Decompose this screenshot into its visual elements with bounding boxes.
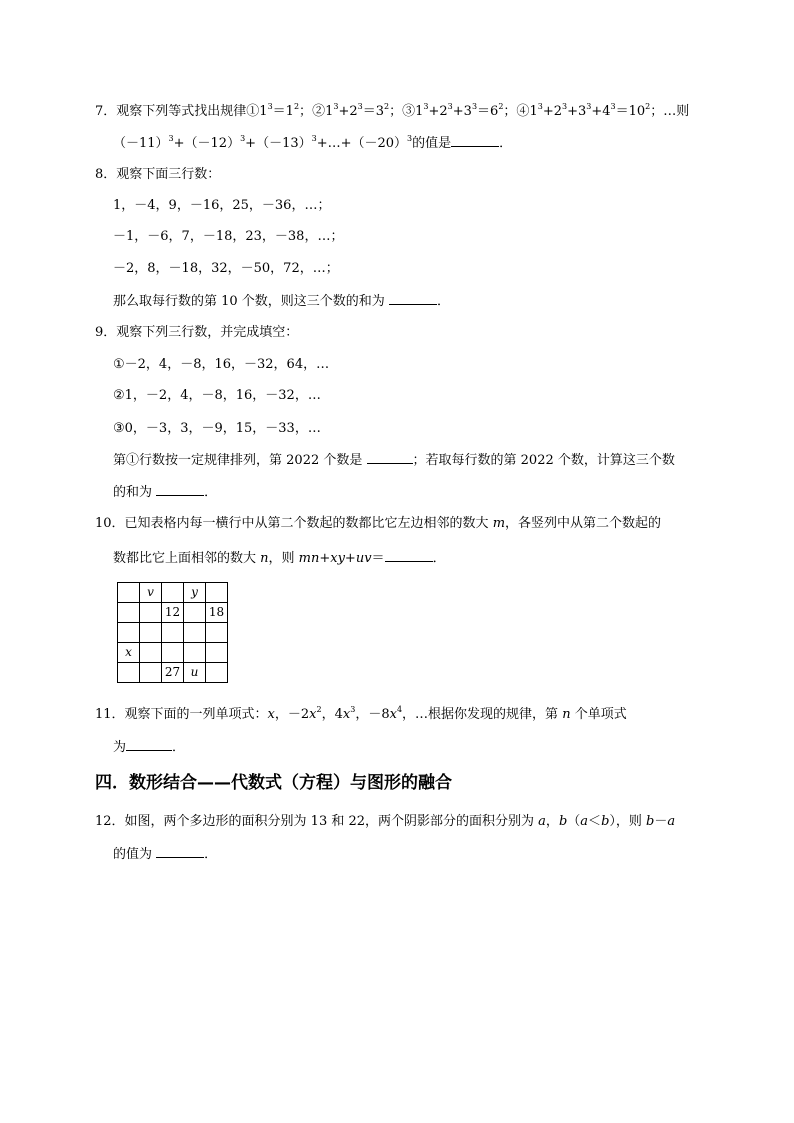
text: ＝6	[477, 104, 499, 119]
q8-row2: －1，－6，7，－18，23，－38，…；	[113, 229, 344, 244]
superscript: 3	[333, 101, 339, 111]
variable: b	[601, 814, 610, 829]
answer-blank[interactable]	[367, 451, 413, 464]
q12-line2	[113, 845, 217, 864]
text: ＝3	[362, 104, 384, 119]
text: ＝10	[615, 104, 646, 119]
superscript: 2	[316, 704, 322, 714]
q7-line2	[113, 134, 512, 153]
q9-row2	[113, 387, 321, 405]
superscript: 3	[561, 101, 568, 111]
variable: b	[558, 814, 568, 829]
number-grid	[117, 582, 228, 683]
grid-cell-18: 18	[206, 603, 228, 623]
text: 的值是	[412, 136, 452, 151]
q12-line1	[95, 813, 675, 831]
superscript: 3	[610, 101, 616, 111]
q7-number: 7．观察下列等式找出规律	[95, 104, 247, 119]
circled-1: ①	[246, 104, 260, 119]
text: +4	[591, 104, 611, 119]
text: +3	[567, 104, 587, 119]
text: ＝1	[272, 104, 294, 119]
answer-blank[interactable]	[126, 738, 172, 751]
grid-cell	[140, 603, 162, 623]
text: ，	[545, 814, 559, 829]
text: ；	[389, 104, 403, 119]
text: ＜	[588, 814, 602, 829]
variable: v	[147, 585, 154, 599]
q11-line2	[113, 738, 185, 757]
text: －	[654, 814, 668, 829]
text: ；…则	[650, 104, 690, 119]
grid-cell	[118, 623, 140, 643]
grid-row	[118, 663, 228, 683]
grid-row	[118, 643, 228, 663]
grid-cell	[184, 643, 206, 663]
grid-cell-y	[184, 583, 206, 603]
grid-cell	[206, 583, 228, 603]
text: +2	[428, 104, 448, 119]
text: 12．如图，两个多边形的面积分别为 13 和 22，两个阴影部分的面积分别为	[95, 814, 539, 829]
superscript: 2	[645, 101, 651, 111]
grid-cell	[206, 643, 228, 663]
answer-blank[interactable]	[389, 292, 437, 305]
text: 的值为	[113, 847, 157, 862]
text: ），则	[609, 814, 647, 829]
variable: a	[667, 814, 676, 829]
text: ＝	[371, 551, 385, 566]
q10-line1	[95, 515, 661, 533]
text: 10．已知表格内每一横行中从第二个数起的数都比它左边相邻的数大	[95, 516, 493, 531]
grid-cell	[206, 623, 228, 643]
text: 1	[529, 104, 538, 119]
variable: x	[125, 645, 132, 659]
grid-cell	[118, 663, 140, 683]
superscript: 3	[423, 101, 429, 111]
text: ；若取每行数的第 2022 个数，计算这三个数	[412, 453, 675, 468]
text: ．	[204, 847, 218, 862]
variable: u	[190, 665, 199, 679]
expression: mn+xy+uv	[298, 551, 372, 566]
text: +2	[338, 104, 358, 119]
text: ，各竖列中从第二个数起的	[505, 516, 662, 531]
answer-blank[interactable]	[385, 549, 433, 562]
grid-cell-v	[140, 583, 162, 603]
superscript: 3	[168, 133, 174, 143]
superscript: 3	[471, 101, 478, 111]
text: 1，－2，4，－8，16，－32，…	[124, 388, 321, 403]
text: （－11）	[113, 136, 169, 151]
text: ，…根据你发现的规律，第	[402, 707, 563, 722]
text: ，－2	[274, 707, 310, 722]
superscript: 2	[384, 101, 390, 111]
text: +（－12）	[173, 136, 241, 151]
text: ，则	[268, 551, 299, 566]
superscript: 2	[293, 101, 300, 111]
text: ；	[299, 104, 313, 119]
grid-cell	[162, 643, 184, 663]
circled-3: ③	[113, 421, 125, 436]
text: 0，－3，3，－9，15，－33，…	[124, 421, 321, 436]
q8-row3: －2，8，－18，32，－50，72，…；	[113, 261, 339, 276]
text: 11．观察下面的一列单项式：	[95, 707, 268, 722]
superscript: 3	[586, 101, 592, 111]
text: ．	[499, 136, 513, 151]
grid-cell	[118, 583, 140, 603]
text: －2，4，－8，16，－32，64，…	[124, 357, 330, 372]
q10-line2	[113, 549, 446, 568]
text: ．	[172, 740, 186, 755]
q7-line1	[95, 103, 689, 121]
text: +3	[452, 104, 472, 119]
grid-cell-u	[184, 663, 206, 683]
grid-row	[118, 583, 228, 603]
variable: n	[562, 707, 571, 722]
grid-cell	[162, 583, 184, 603]
q9-question-line2	[113, 483, 217, 502]
text: +…+（－20）	[316, 136, 408, 151]
superscript: 3	[311, 133, 317, 143]
circled-1: ①	[113, 357, 125, 372]
grid-cell	[140, 623, 162, 643]
superscript: 3	[407, 133, 413, 143]
q9-row3	[113, 420, 321, 438]
text: 那么取每行数的第 10 个数，则这三个数的和为	[113, 294, 389, 309]
superscript: 3	[537, 101, 543, 111]
text: 为	[113, 740, 127, 755]
superscript: 3	[267, 101, 273, 111]
text: 数都比它上面相邻的数大	[113, 551, 261, 566]
circled-2: ②	[312, 104, 326, 119]
grid-cell	[140, 643, 162, 663]
text: 1	[259, 104, 268, 119]
text: ．	[204, 485, 218, 500]
text: ，－8	[355, 707, 390, 722]
text: +2	[542, 104, 562, 119]
grid-cell-12: 12	[162, 603, 184, 623]
grid-row	[118, 623, 228, 643]
text: 的和为	[113, 485, 157, 500]
grid-cell	[184, 603, 206, 623]
answer-blank[interactable]	[156, 845, 204, 858]
grid-row	[118, 603, 228, 623]
text: （	[567, 814, 581, 829]
superscript: 2	[498, 101, 504, 111]
text: 1	[325, 104, 334, 119]
grid-cell-x	[118, 643, 140, 663]
variable: m	[492, 516, 506, 531]
superscript: 3	[240, 133, 246, 143]
variable: x	[389, 707, 397, 722]
superscript: 3	[447, 101, 453, 111]
text: 个单项式	[570, 707, 627, 722]
grid-cell	[184, 623, 206, 643]
answer-blank[interactable]	[156, 483, 204, 496]
circled-3: ③	[402, 104, 416, 119]
q9-intro: 9．观察下列三行数，并完成填空：	[95, 325, 299, 340]
variable: a	[538, 814, 546, 829]
grid-cell-27: 27	[162, 663, 184, 683]
text: ，4	[321, 707, 343, 722]
q8-question	[113, 292, 450, 311]
grid-cell	[118, 603, 140, 623]
variable: a	[580, 814, 589, 829]
superscript: 3	[357, 101, 363, 111]
circled-4: ④	[516, 104, 530, 119]
grid-cell	[206, 663, 228, 683]
text: ．	[436, 294, 450, 309]
grid-cell	[162, 623, 184, 643]
variable: x	[309, 707, 317, 722]
variable: x	[342, 707, 351, 722]
grid-cell	[140, 663, 162, 683]
text: +（－13）	[245, 136, 312, 151]
variable: y	[191, 585, 198, 599]
variable: b	[646, 814, 655, 829]
q11-line1	[95, 706, 627, 724]
variable: n	[260, 551, 269, 566]
q8-intro: 8．观察下面三行数：	[95, 167, 221, 182]
text: ．	[432, 551, 446, 566]
section-title: 四．数形结合——代数式（方程）与图形的融合	[95, 773, 452, 793]
q9-question-line1	[113, 451, 675, 470]
variable: x	[267, 707, 275, 722]
superscript: 4	[396, 704, 403, 714]
circled-1: ①	[126, 453, 140, 468]
q8-row1: 1，－4，9，－16，25，－36，…；	[113, 198, 331, 213]
circled-2: ②	[113, 388, 125, 403]
text: 1	[415, 104, 424, 119]
text: ；	[503, 104, 517, 119]
answer-blank[interactable]	[451, 134, 499, 147]
text: 第	[113, 453, 127, 468]
superscript: 3	[350, 704, 356, 714]
text: 行数按一定规律排列，第 2022 个数是	[139, 453, 367, 468]
q9-row1	[113, 356, 329, 374]
